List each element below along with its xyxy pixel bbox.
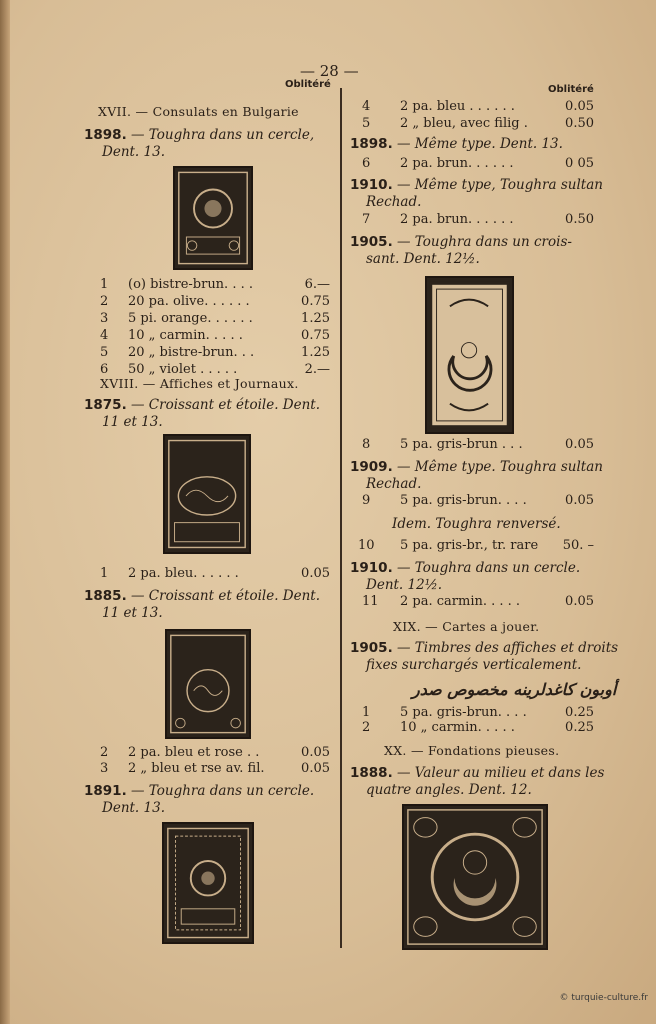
- table-row: 4 2 pa. bleu . . . . . . 0.05: [362, 99, 594, 114]
- entry-1905-cartes: 1905. — Timbres des affiches et droits: [350, 640, 619, 656]
- table-row: 1 5 pa. gris-brun. . . . 0.25: [362, 705, 594, 720]
- entry-1910-rechad-2: Rechad.: [366, 194, 422, 210]
- entry-1888: 1888. — Valeur au milieu et dans les: [350, 765, 605, 781]
- idem-note: Idem. Toughra renversé.: [392, 516, 561, 532]
- table-row: 2 20 pa. olive. . . . . . 0.75: [100, 294, 330, 309]
- entry-1909-2: Rechad.: [366, 476, 422, 492]
- table-row: 7 2 pa. brun. . . . . . 0.50: [362, 212, 594, 227]
- entry-1910-cercle: 1910. — Toughra dans un cercle.: [350, 560, 581, 576]
- binding-shadow: [0, 0, 10, 1024]
- entry-1875: 1875. — Croissant et étoile. Dent.: [84, 397, 321, 413]
- entry-1898-dent: Dent. 13.: [102, 144, 165, 160]
- table-row: 6 50 „ violet . . . . . 2.—: [100, 362, 330, 377]
- table-row: 1 2 pa. bleu. . . . . . 0.05: [100, 566, 330, 581]
- entry-1891-dent: Dent. 13.: [102, 800, 165, 816]
- entry-1910-cercle-2: Dent. 12½.: [366, 577, 443, 593]
- entry-1905-cartes-2: fixes surchargés verticalement.: [366, 657, 582, 673]
- entry-1909: 1909. — Même type. Toughra sultan: [350, 459, 603, 475]
- table-row: 2 2 pa. bleu et rose . . 0.05: [100, 745, 330, 760]
- entry-1885-dent: 11 et 13.: [102, 605, 163, 621]
- table-row: 3 2 „ bleu et rse av. fil. 0.05: [100, 761, 330, 776]
- entry-1885: 1885. — Croissant et étoile. Dent.: [84, 588, 321, 604]
- table-row: 4 10 „ carmin. . . . . 0.75: [100, 328, 330, 343]
- entry-1891: 1891. — Toughra dans un cercle.: [84, 783, 315, 799]
- entry-1910-rechad: 1910. — Même type, Toughra sultan: [350, 177, 603, 193]
- section-xix-title: XIX. — Cartes a jouer.: [393, 619, 540, 634]
- table-row: 8 5 pa. gris-brun . . . 0.05: [362, 437, 594, 452]
- section-xx-title: XX. — Fondations pieuses.: [384, 743, 560, 758]
- section-xviii-title: XVIII. — Affiches et Journaux.: [100, 376, 299, 391]
- entry-1905-croissant: 1905. — Toughra dans un crois-: [350, 234, 572, 250]
- stamp-image-1885: [165, 629, 251, 739]
- section-xvii-title: XVII. — Consulats en Bulgarie: [98, 104, 299, 119]
- entry-1905-croissant-2: sant. Dent. 12½.: [366, 251, 480, 267]
- stamp-image-1891: [162, 822, 254, 944]
- table-row: 1 (o) bistre-brun. . . . 6.—: [100, 277, 330, 292]
- table-row: 6 2 pa. brun. . . . . . 0 05: [362, 156, 594, 171]
- table-row: 10 5 pa. gris-br., tr. rare 50. –: [358, 538, 594, 553]
- entry-1898-right: 1898. — Même type. Dent. 13.: [350, 136, 563, 152]
- entry-1875-dent: 11 et 13.: [102, 414, 163, 430]
- column-divider: [340, 88, 342, 948]
- table-row: 9 5 pa. gris-brun. . . . 0.05: [362, 493, 594, 508]
- stamp-image-1905: [425, 276, 514, 434]
- oblitere-header-right: Oblitéré: [548, 84, 594, 95]
- table-row: 11 2 pa. carmin. . . . . 0.05: [362, 594, 594, 609]
- watermark: © turquie-culture.fr: [559, 993, 648, 1003]
- table-row: 2 10 „ carmin. . . . . 0.25: [362, 720, 594, 735]
- arabic-overprint-text: أوبون كاغدلرينه مخصوص صدر: [412, 680, 617, 699]
- stamp-image-1875: [163, 434, 251, 554]
- entry-1898-consulats: 1898. — Toughra dans un cercle,: [84, 127, 315, 143]
- stamp-image-1888: [402, 804, 548, 950]
- oblitere-header-left: Oblitéré: [285, 79, 331, 90]
- stamp-image-consulats-1898: [173, 166, 253, 270]
- table-row: 3 5 pi. orange. . . . . . 1.25: [100, 311, 330, 326]
- table-row: 5 2 „ bleu, avec filig . 0.50: [362, 116, 594, 131]
- table-row: 5 20 „ bistre-brun. . . 1.25: [100, 345, 330, 360]
- page-number: — 28 —: [300, 62, 359, 80]
- entry-1888-2: quatre angles. Dent. 12.: [366, 782, 532, 798]
